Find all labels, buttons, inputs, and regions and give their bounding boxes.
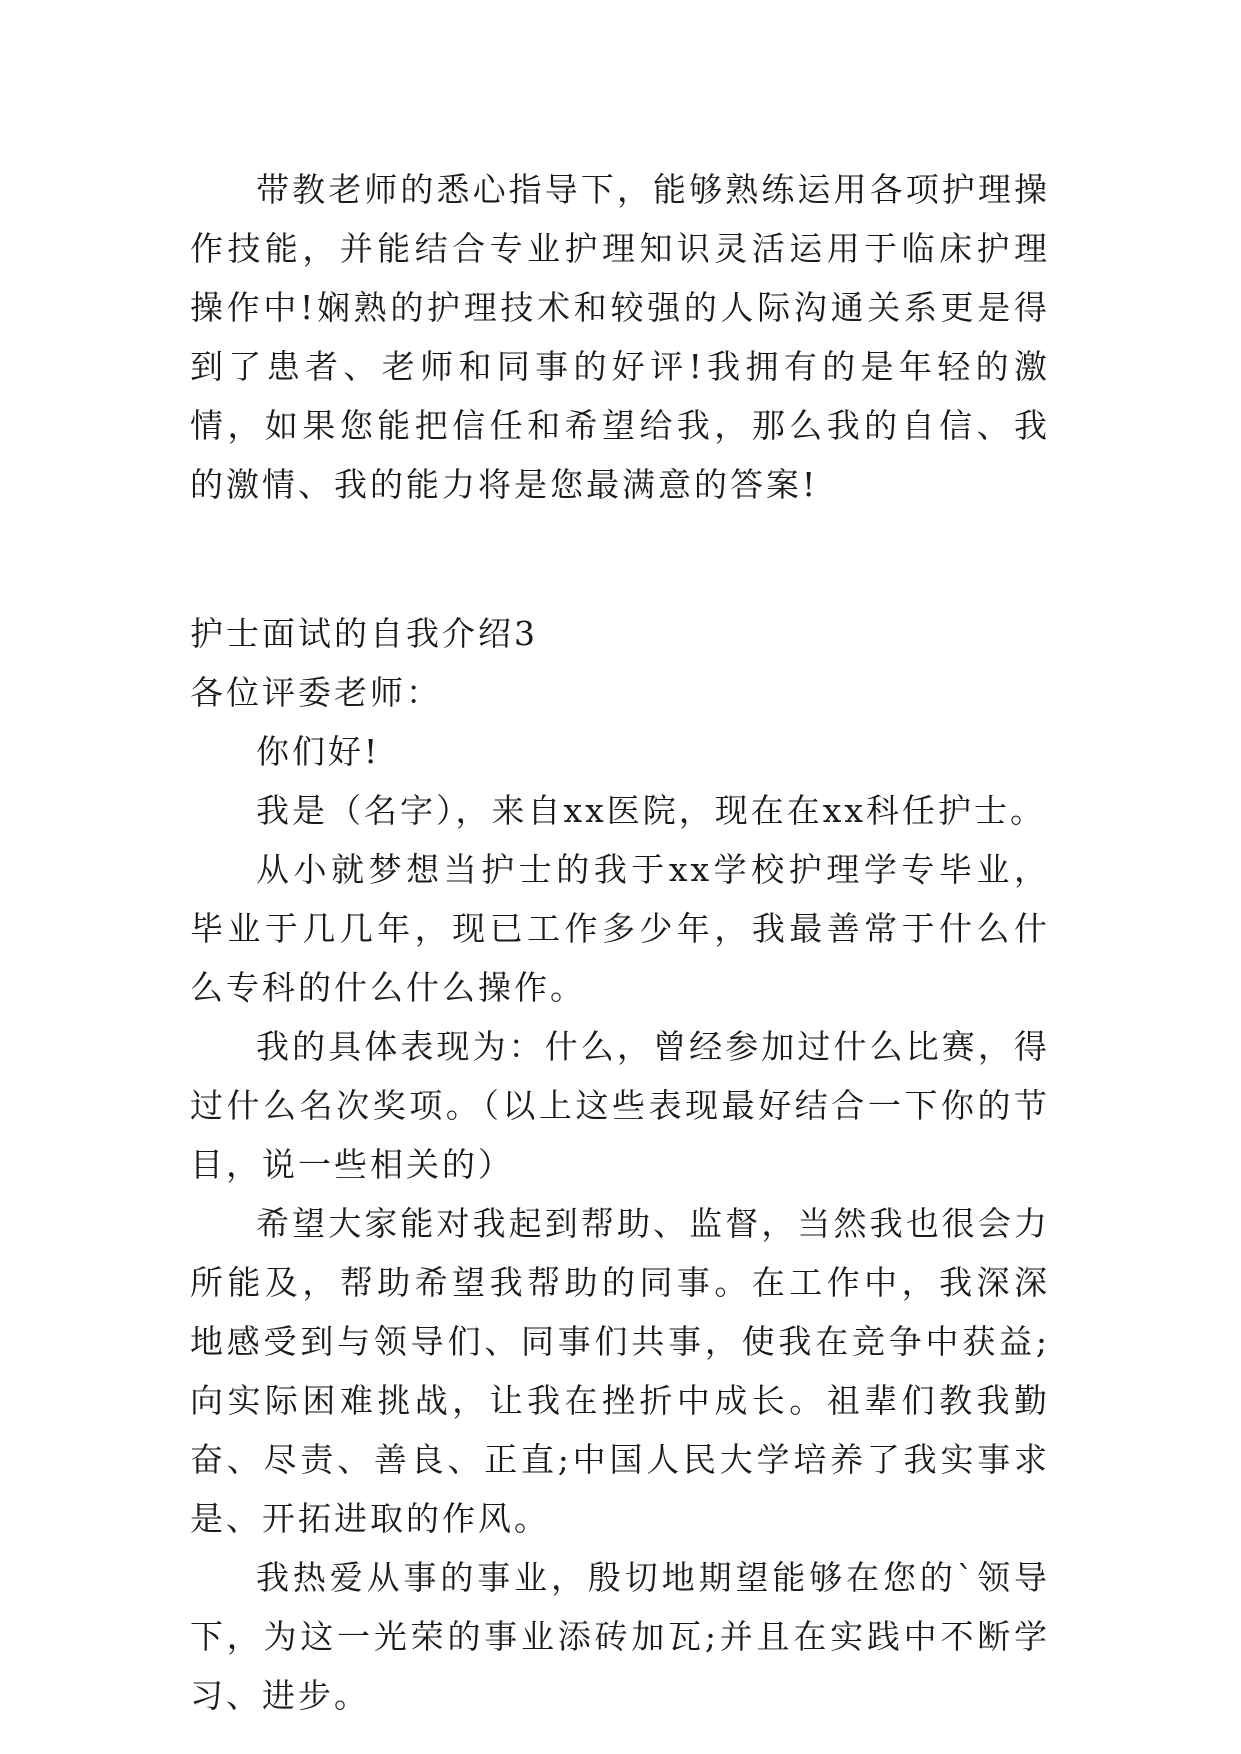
body-paragraph: 带教老师的悉心指导下，能够熟练运用各项护理操作技能，并能结合专业护理知识灵活运用于临床护理操作中!娴熟的护理技术和较强的人际沟通关系更是得到了患者、老师和同事的好评!我拥有的是年轻的激情，如果您能把信任和希望给我，那么我的自信、我的激情、我的能力将是您最满意的答案! — [190, 170, 1050, 504]
body-paragraph: 希望大家能对我起到帮助、监督，当然我也很会力所能及，帮助希望我帮助的同事。在工作中，我深深地感受到与领导们、同事们共事，使我在竞争中获益;向实际困难挑战，让我在挫折中成长。祖辈们教我勤奋、尽责、善良、正直;中国人民大学培养了我实事求是、开拓进取的作风。 — [190, 1204, 1050, 1538]
document-page — [190, 160, 1050, 1725]
body-paragraph: 我是（名字），来自xx医院，现在在xx科任护士。 — [256, 791, 1046, 830]
body-paragraph: 从小就梦想当护士的我于xx学校护理学专毕业，毕业于几几年，现已工作多少年，我最善常于什么什么专科的什么什么操作。 — [190, 850, 1050, 1007]
body-paragraph: 我的具体表现为：什么，曾经参加过什么比赛，得过什么名次奖项。（以上这些表现最好结合一下你的节目，说一些相关的） — [190, 1027, 1050, 1184]
section-title: 护士面试的自我介绍3 — [190, 614, 538, 653]
body-paragraph: 你们好! — [256, 732, 381, 771]
salutation: 各位评委老师： — [190, 673, 442, 712]
body-paragraph: 我热爱从事的事业，殷切地期望能够在您的`领导下，为这一光荣的事业添砖加瓦;并且在实践中不断学习、进步。 — [190, 1558, 1050, 1715]
